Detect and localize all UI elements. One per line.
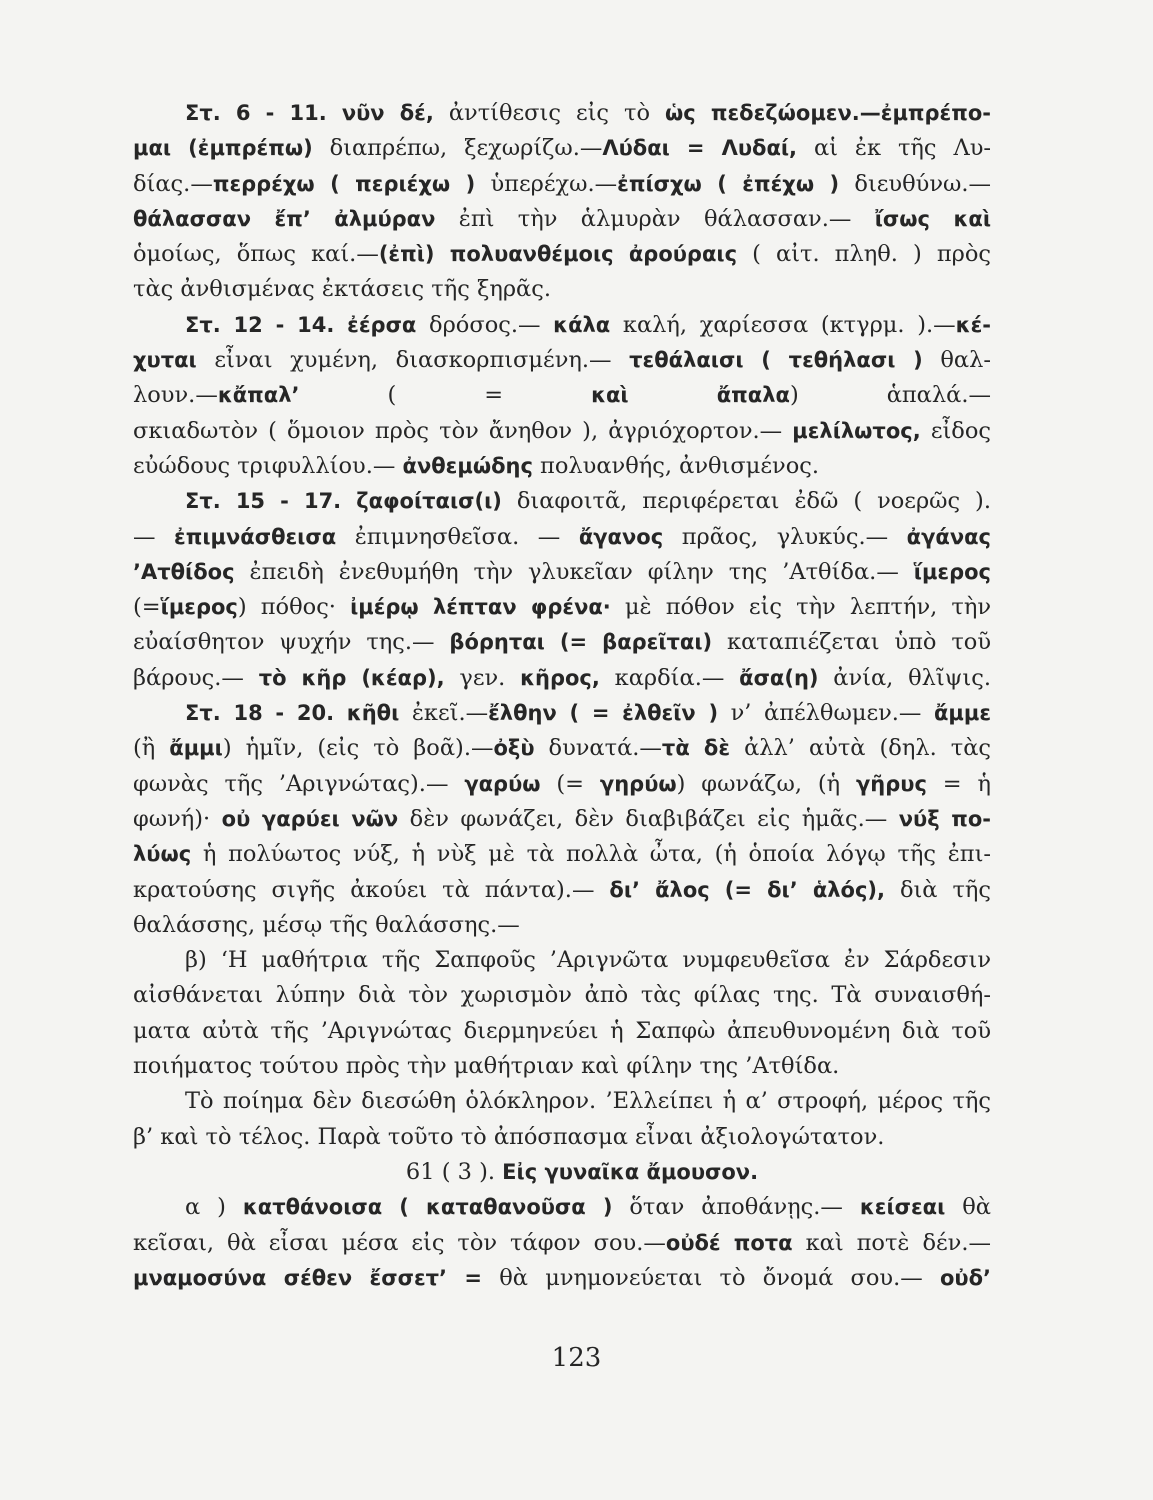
text-line: Στ. 6 - 11. νῦν δέ, ἀντίθεσις εἰς τὸ ὡς πεδεζώομεν.—ἐμπρέπο- (185, 100, 991, 126)
text-line: ματα αὐτὰ τῆς ’Αριγνώτας διερμηνεύει ἡ Σαπφὼ ἀπευθυνομένη διὰ τοῦ (133, 1017, 991, 1044)
text-line: κεῖσαι, θὰ εἶσαι μέσα εἰς τὸν τάφον σου.—οὐδέ ποτα καὶ ποτὲ δέν.— (133, 1229, 991, 1256)
text-line: Στ. 12 - 14. ἐέρσα δρόσος.— κάλα καλή, χαρίεσσα (κτγρμ. ).—κέ- (185, 311, 991, 338)
text-line: ποιήματος τούτου πρὸς τὴν μαθήτριαν καὶ φίλην της ’Ατθίδα. (133, 1053, 840, 1080)
text-line: — ἐπιμνάσθεισα ἐπιμνησθεῖσα. — ἄγανος πρᾶος, γλυκύς.— ἀγάνας (133, 523, 991, 550)
text-line: αἰσθάνεται λύπην διὰ τὸν χωρισμὸν ἀπὸ τὰς φίλας της. Τὰ συναισθή- (133, 982, 991, 1009)
text-line: β) ‘Η μαθήτρια τῆς Σαπφοῦς ’Αριγνῶτα νυμφευθεῖσα ἐν Σάρδεσιν (185, 947, 991, 974)
commentary-text (133, 96, 991, 1296)
text-line: ὁμοίως, ὅπως καί.—(ἐπὶ) πολυανθέμοις ἀρούραις ( αἰτ. πληθ. ) πρὸς (133, 241, 992, 268)
text-line: μαι (ἐμπρέπω) διαπρέπω, ξεχωρίζω.—Λύδαι = Λυδαί, αἱ ἐκ τῆς Λυ- (133, 135, 991, 162)
text-line: θάλασσαν ἔπ’ ἀλμύραν ἐπὶ τὴν ἁλμυρὰν θάλασσαν.— ἴσως καὶ (133, 205, 992, 232)
text-line: Τὸ ποίημα δὲν διεσώθη ὁλόκληρον. ’Ελλείπει ἡ α’ στροφή, μέρος τῆς (185, 1088, 991, 1115)
text-line: β’ καὶ τὸ τέλος. Παρὰ τοῦτο τὸ ἀπόσπασμα εἶναι ἀξιολογώτατον. (133, 1123, 885, 1150)
text-line: σκιαδωτὸν ( ὅμοιον πρὸς τὸν ἄνηθον ), ἀγριόχορτον.— μελίλωτος, εἶδος (133, 417, 991, 444)
text-line: Στ. 15 - 17. ζαφοίταισ(ι) διαφοιτᾶ, περιφέρεται ἐδῶ ( νοερῶς ). (185, 488, 991, 515)
text-line: εὐώδους τριφυλλίου.— ἀνθεμώδης πολυανθής, ἀνθισμένος. (133, 452, 819, 479)
text-line: κρατούσης σιγῆς ἀκούει τὰ πάντα).— δι’ ἄλος (= δι’ ἁλός), διὰ τῆς (133, 876, 991, 903)
text-line: (ἢ ἄμμι) ἡμῖν, (εἰς τὸ βοᾶ).—ὀξὺ δυνατά.—τὰ δὲ ἀλλ’ αὐτὰ (δηλ. τὰς (133, 735, 992, 762)
text-line: φωνή)· οὐ γαρύει νῶν δὲν φωνάζει, δὲν διαβιβάζει εἰς ἡμᾶς.— νύξ πο- (133, 805, 991, 832)
text-line: α ) κατθάνοισα ( καταθανοῦσα ) ὅταν ἀποθάνῃς.— κείσεαι θὰ (185, 1194, 991, 1221)
text-line: βάρους.— τὸ κῆρ (κέαρ), γεν. κῆρος, καρδία.— ἄσα(η) ἀνία, θλῖψις. (133, 664, 991, 691)
text-line: λουν.—κἄπαλ’ ( = καὶ ἄπαλα) ἁπαλά.— (133, 382, 991, 409)
text-line: Στ. 18 - 20. κῆθι ἐκεῖ.—ἔλθην ( = ἐλθεῖν ) ν’ ἀπέλθωμεν.— ἄμμε (185, 700, 992, 727)
text-line: (=ἵμερος) πόθος· ἰμέρῳ λέπταν φρένα· μὲ πόθον εἰς τὴν λεπτήν, τὴν (133, 594, 992, 621)
text-line: λύως ἡ πολύωτος νύξ, ἡ νὺξ μὲ τὰ πολλὰ ὦτα, (ἡ ὁποία λόγῳ τῆς ἐπι- (133, 841, 991, 868)
text-line: δίας.—περρέχω ( περιέχω ) ὑπερέχω.—ἐπίσχω ( ἐπέχω ) διευθύνω.— (133, 170, 991, 197)
text-line: μναμοσύνα σέθεν ἔσσετ’ = θὰ μνημονεύεται τὸ ὄνομά σου.— οὐδ’ (133, 1264, 991, 1291)
poem-heading: 61 ( 3 ). Εἰς γυναῖκα ἄμουσον. (405, 1158, 759, 1185)
text-line: ’Ατθίδος ἐπειδὴ ἐνεθυμήθη τὴν γλυκεῖαν φίλην της ’Ατθίδα.— ἵμερος (133, 558, 991, 585)
text-line: εὐαίσθητον ψυχήν της.— βόρηται (= βαρεῖται) καταπιέζεται ὑπὸ τοῦ (133, 629, 991, 656)
text-line: φωνὰς τῆς ’Αριγνώτας).— γαρύω (= γηρύω) φωνάζω, (ἡ γῆρυς = ἡ (133, 770, 992, 797)
text-line: τὰς ἀνθισμένας ἐκτάσεις τῆς ξηρᾶς. (133, 276, 551, 303)
text-line: θαλάσσης, μέσῳ τῆς θαλάσσης.— (133, 911, 520, 938)
page-number: 123 (551, 1343, 602, 1373)
text-line: χυται εἶναι χυμένη, διασκορπισμένη.— τεθάλαισι ( τεθήλασι ) θαλ- (133, 347, 991, 374)
